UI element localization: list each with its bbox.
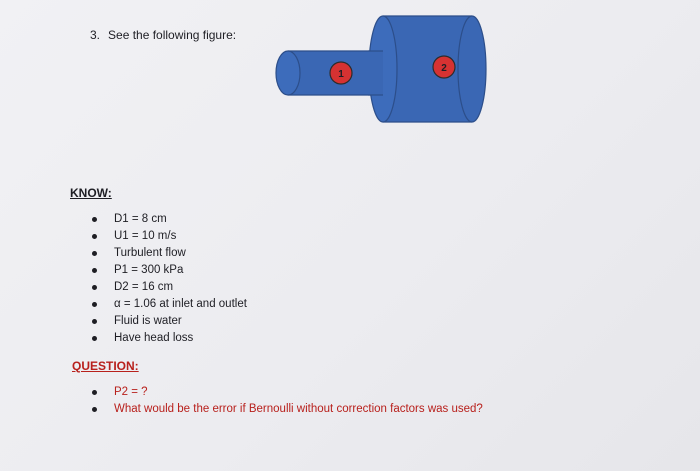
bullet-icon <box>92 390 97 395</box>
large-pipe-outlet <box>458 16 486 122</box>
section-1-marker <box>330 62 352 84</box>
question-item-text: P2 = ? <box>114 386 148 398</box>
problem-prompt: See the following figure: <box>108 28 237 42</box>
question-heading: QUESTION: <box>72 359 139 373</box>
problem-number: 3. <box>90 28 101 42</box>
question-item-text: What would be the error if Bernoulli without correction factors was used? <box>114 403 483 415</box>
small-pipe-inlet <box>276 51 300 95</box>
problem-heading <box>90 28 236 42</box>
know-item-text: Turbulent flow <box>114 247 186 259</box>
list-item <box>92 330 247 347</box>
list-item <box>92 296 247 313</box>
know-item-text: Fluid is water <box>114 315 182 327</box>
section-1-label: 1 <box>338 69 344 80</box>
know-item-text: D2 = 16 cm <box>114 281 174 293</box>
bullet-icon <box>92 302 97 307</box>
pipe-expansion-figure <box>268 12 492 128</box>
bullet-icon <box>92 268 97 273</box>
list-item <box>92 228 247 245</box>
section-2-marker <box>433 56 455 78</box>
know-item-text: P1 = 300 kPa <box>114 264 184 276</box>
know-heading: KNOW: <box>70 186 112 200</box>
section-2-label: 2 <box>441 63 447 74</box>
question-list <box>92 384 483 418</box>
list-item <box>92 262 247 279</box>
know-list <box>92 211 247 347</box>
bullet-icon <box>92 336 97 341</box>
list-item <box>92 245 247 262</box>
know-item-text: α = 1.06 at inlet and outlet <box>114 298 247 310</box>
list-item <box>92 211 247 228</box>
list-item <box>92 384 483 401</box>
bullet-icon <box>92 285 97 290</box>
know-item-text: D1 = 8 cm <box>114 213 167 225</box>
know-item-text: Have head loss <box>114 332 194 344</box>
bullet-icon <box>92 319 97 324</box>
bullet-icon <box>92 407 97 412</box>
bullet-icon <box>92 234 97 239</box>
bullet-icon <box>92 251 97 256</box>
list-item <box>92 313 247 330</box>
know-item-text: U1 = 10 m/s <box>114 230 177 242</box>
bullet-icon <box>92 217 97 222</box>
list-item <box>92 279 247 296</box>
list-item <box>92 401 483 418</box>
